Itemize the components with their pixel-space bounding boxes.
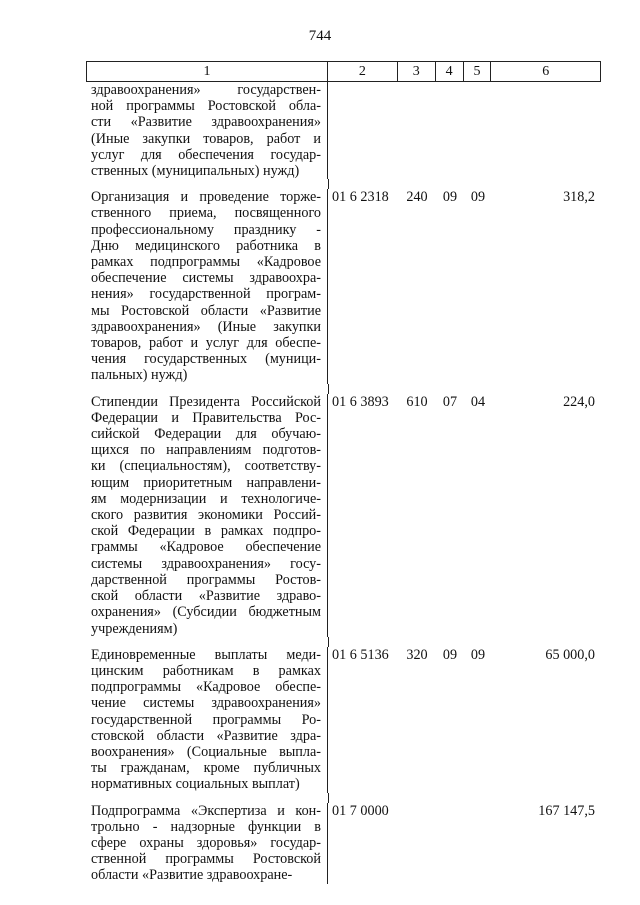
description-line: ты гражданам, кроме публичных (91, 760, 321, 777)
row-code: 01 6 5136 (332, 646, 389, 663)
description-line: ского развития экономики Россий- (91, 507, 321, 524)
row-gap (86, 179, 601, 189)
description-line: дарственной программы Ростов- (91, 571, 321, 588)
row-section (436, 82, 464, 179)
description-line: чения государственных (муници- (91, 351, 321, 368)
description-line: системы здравоохранения» госу- (91, 555, 321, 572)
row-sum: 224,0 (563, 393, 595, 410)
description-line: профессиональному празднику - (91, 221, 321, 238)
description-line: ственных (муниципальных) нужд) (91, 163, 300, 180)
row-section: 09 (442, 646, 458, 663)
description-line: области «Развитие здравоохране- (91, 867, 293, 884)
description-line: ям модернизации и технологиче- (91, 490, 321, 507)
description-line: нения» государственной програм- (91, 286, 321, 303)
row-expense-type (398, 803, 436, 884)
row-gap (86, 637, 601, 647)
row-expense-type (398, 82, 436, 179)
row-subsection: 04 (470, 393, 486, 410)
description-line: сийской Федерации для обучаю- (91, 426, 321, 443)
budget-table (86, 61, 601, 884)
row-expense-type: 320 (406, 646, 428, 663)
description-line: Федерации и Правительства Рос- (91, 409, 321, 426)
description-line: ственного приема, посвященного (91, 205, 321, 222)
description-line: услуг для обеспечения государ- (91, 146, 321, 163)
description-line: воохранения» (Социальные выпла- (91, 743, 321, 760)
description-line: государственной программы Ро- (91, 711, 321, 728)
row-description (86, 803, 328, 884)
header-col-3: 3 (398, 62, 436, 81)
description-line: чение системы здравоохранения» (91, 695, 321, 712)
description-line: Стипендии Президента Российской (91, 393, 321, 410)
row-sum (492, 82, 601, 179)
row-subsection (464, 82, 492, 179)
description-line: охранения» (Субсидии бюджетным (91, 604, 321, 621)
description-line: граммы «Кадровое обеспечение (91, 539, 321, 556)
row-section: 09 (442, 189, 458, 206)
description-line: рамках подпрограммы «Кадровое (91, 254, 321, 271)
description-line: мы Ростовской области «Развитие (91, 302, 321, 319)
description-line: пальных) нужд) (91, 367, 188, 384)
description-line: ственной программы Ростовской (91, 851, 321, 868)
header-col-1: 1 (87, 62, 328, 81)
row-section (436, 803, 464, 884)
description-line: ской области «Развитие здраво- (91, 588, 321, 605)
table-row (86, 189, 601, 383)
header-col-5: 5 (464, 62, 492, 81)
row-gap (86, 793, 601, 803)
table-header (86, 61, 601, 82)
description-line: ской Федерации в рамках подпро- (91, 523, 321, 540)
row-description (86, 394, 328, 637)
table-row (86, 82, 601, 179)
description-line: стовской области «Развитие здра- (91, 727, 321, 744)
row-subsection: 09 (470, 189, 486, 206)
row-section: 07 (442, 393, 458, 410)
description-line: товаров, работ и услуг для обеспе- (91, 335, 321, 352)
description-line: ной программы Ростовской обла- (91, 98, 321, 115)
description-line: щихся по направлениям подготов- (91, 442, 321, 459)
row-description (86, 189, 328, 383)
row-subsection (464, 803, 492, 884)
description-line: сти «Развитие здравоохранения» (91, 114, 321, 131)
row-sum: 167 147,5 (538, 802, 595, 819)
description-line: Единовременные выплаты меди- (91, 646, 321, 663)
row-code: 01 7 0000 (332, 802, 389, 819)
description-line: (Иные закупки товаров, работ и (91, 130, 321, 147)
page-number: 744 (308, 28, 332, 44)
description-line: ки (специальностям), соответству- (91, 458, 321, 475)
row-sum: 65 000,0 (545, 646, 595, 663)
description-line: трольно - надзорные функции в (91, 818, 321, 835)
table-body (86, 82, 601, 884)
description-line: здравоохранения» государствен- (91, 82, 321, 98)
row-gap (86, 384, 601, 394)
description-line: здравоохранения» (Иные закупки (91, 318, 321, 335)
description-line: ющим приоритетным направлени- (91, 474, 321, 491)
table-row (86, 803, 601, 884)
description-line: учреждениям) (91, 620, 178, 637)
description-line: нормативных социальных выплат) (91, 776, 300, 793)
row-code: 01 6 3893 (332, 393, 389, 410)
header-col-4: 4 (436, 62, 464, 81)
row-subsection: 09 (470, 646, 486, 663)
header-col-6: 6 (542, 64, 550, 79)
description-line: подпрограммы «Кадровое обеспе- (91, 679, 321, 696)
description-line: сфере охраны здоровья» государ- (91, 834, 321, 851)
row-expense-type: 610 (406, 393, 428, 410)
row-code (328, 82, 398, 179)
header-col-2: 2 (328, 62, 398, 81)
description-line: цинским работникам в рамках (91, 662, 321, 679)
description-line: Подпрограмма «Экспертиза и кон- (91, 802, 321, 819)
table-row (86, 647, 601, 793)
row-code: 01 6 2318 (332, 189, 389, 206)
table-row (86, 394, 601, 637)
row-sum: 318,2 (563, 189, 595, 206)
description-line: обеспечение системы здравоохра- (91, 270, 321, 287)
description-line: Дню медицинского работника в (91, 237, 321, 254)
row-description (86, 647, 328, 793)
row-expense-type: 240 (406, 189, 428, 206)
row-description (86, 82, 328, 179)
description-line: Организация и проведение торже- (91, 189, 321, 206)
